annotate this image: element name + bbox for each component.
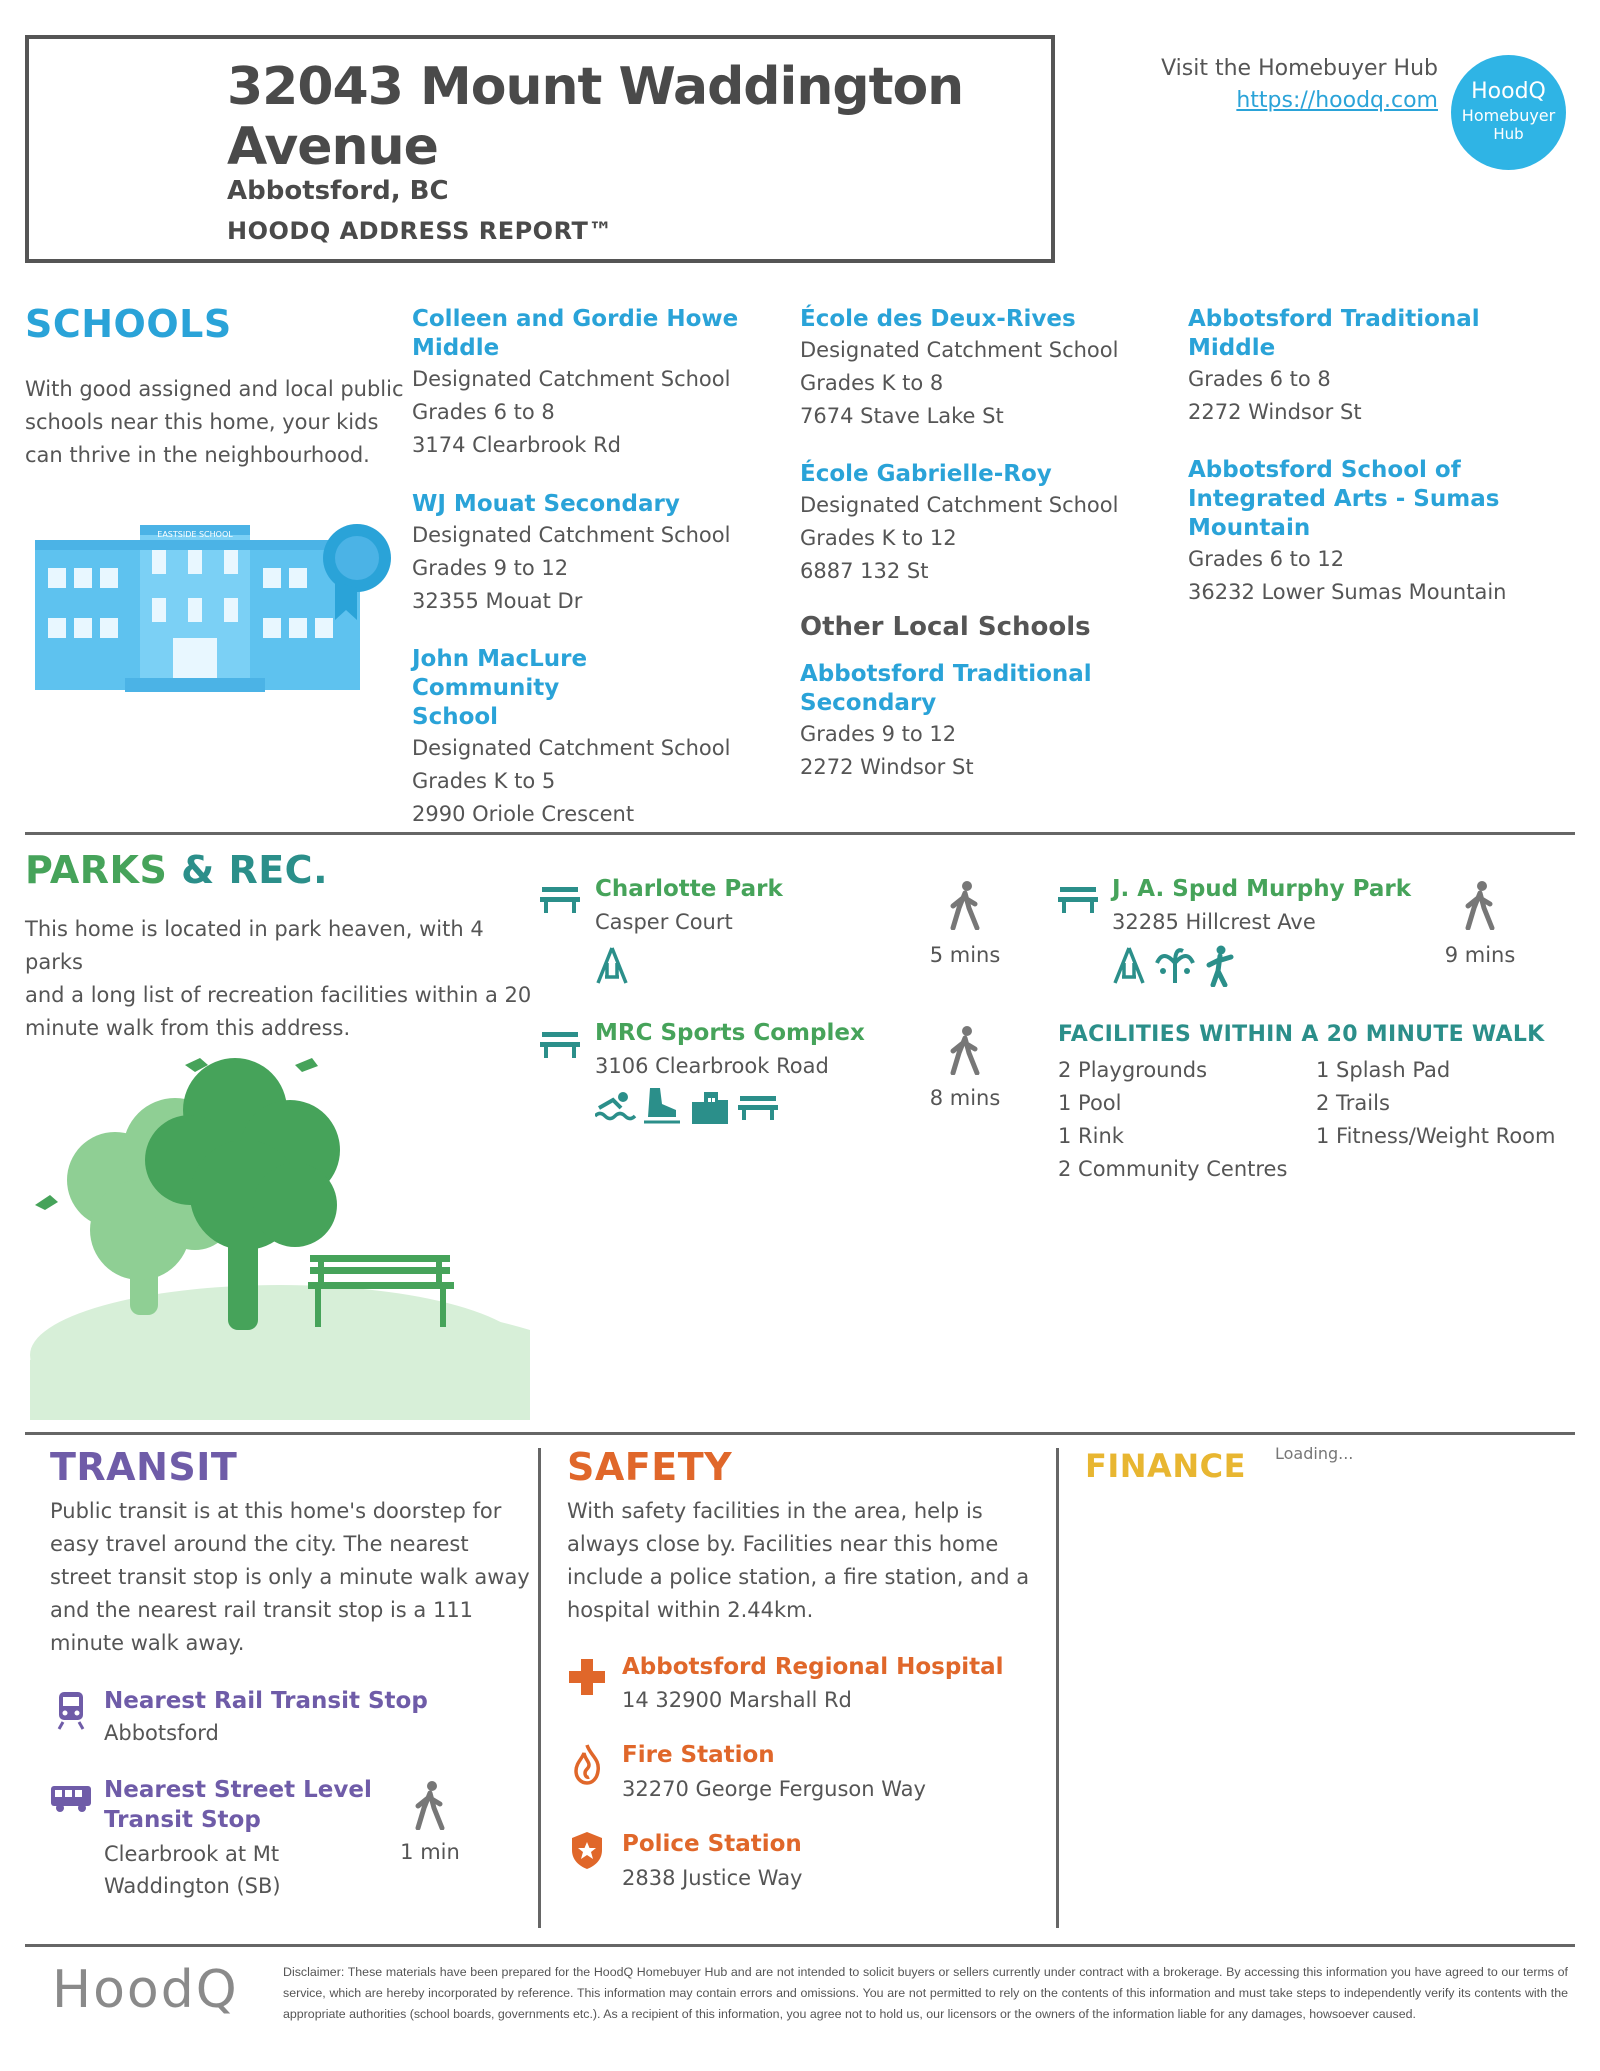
address-city: Abbotsford, BC: [227, 176, 449, 206]
facilities-title: FACILITIES WITHIN A 20 MINUTE WALK: [1058, 1022, 1545, 1047]
walk-time-spud-murphy: 9 mins: [1444, 943, 1516, 967]
divider-safety-finance: [1056, 1448, 1059, 1928]
pool-icon: [595, 1090, 637, 1124]
divider-footer: [25, 1944, 1575, 1947]
fire-icon: [572, 1743, 602, 1785]
school-ecole-gabrielle-roy: École Gabrielle-Roy Designated Catchment School Grades K to 12 6887 132 St: [800, 461, 1119, 583]
playground-icon: [595, 945, 629, 985]
safety-intro: With safety facilities in the area, help is always close by. Facilities near this home include a police station, a fire station, and a hospital within 2.44km.: [567, 1499, 1030, 1622]
schools-title: SCHOOLS: [25, 302, 232, 346]
facilities-list-left: [1058, 1054, 1287, 1186]
park-bench-icon: [540, 1030, 580, 1060]
splash-pad-icon: [1155, 945, 1195, 985]
report-label: HOODQ ADDRESS REPORT™: [227, 217, 613, 245]
walking-person-icon: [945, 880, 985, 930]
finance-loading-status: Loading...: [1275, 1444, 1354, 1463]
park-address-mrc-sports: 3106 Clearbrook Road: [595, 1054, 829, 1078]
footer-disclaimer: Disclaimer: These materials have been prepared for the HoodQ Homebuyer Hub and are not intended to solicit buyers or sellers currently under contract with a brokerage. By accessing this information you have agreed to our terms of service, which are hereby incorporated by reference. This information may contain errors and omissions. You are not permitted to rely on the contents of this information and must take steps to independently verify its contents with the appropriate authorities (school boards, governments etc.). As a recipient of this information, you agree not to hold us, our licensors or the owners of the information liable for any damages, howsoever caused.: [283, 1965, 1568, 2021]
school-abbotsford-traditional-secondary: Abbotsford Traditional Secondary Grades 9 to 12 2272 Windsor St: [800, 661, 1092, 779]
school-sign-label: EASTSIDE SCHOOL: [157, 530, 233, 539]
address-title: 32043 Mount Waddington Avenue: [227, 57, 964, 177]
hospital-cross-icon: [567, 1657, 607, 1697]
divider-parks-bottom: [25, 1432, 1575, 1435]
bench-icon: [738, 1094, 778, 1122]
facility-item: 2 Playgrounds: [1058, 1058, 1208, 1082]
finance-title: FINANCE: [1085, 1447, 1246, 1485]
divider-schools-parks: [25, 832, 1575, 835]
school-john-maclure: John MacLure Community School Designated Catchment School Grades K to 5 2990 Oriole Crescent: [412, 646, 731, 826]
walk-time-street-stop: 1 min: [400, 1840, 460, 1864]
hub-logo[interactable]: HoodQ Homebuyer Hub: [1451, 55, 1566, 170]
street-stop-value: Clearbrook at Mt Waddington (SB): [104, 1842, 281, 1898]
park-bench-icon: [540, 885, 580, 915]
school-building-illustration: [30, 510, 400, 695]
street-stop-label: Nearest Street Level Transit Stop: [104, 1777, 372, 1833]
park-illustration: [30, 1030, 540, 1420]
rink-icon: [642, 1086, 682, 1126]
playground-icon: [1112, 945, 1146, 985]
facility-item: 1 Splash Pad: [1316, 1058, 1451, 1082]
school-abbotsford-integrated-arts: Abbotsford School of Integrated Arts - Sumas Mountain Grades 6 to 12 36232 Lower Sumas Mountain: [1188, 457, 1507, 604]
walk-time-mrc-sports: 8 mins: [929, 1086, 1001, 1110]
fire-station-name: Fire Station: [622, 1742, 775, 1768]
community-centre-icon: [690, 1088, 730, 1126]
police-station-name: Police Station: [622, 1831, 802, 1857]
transit-intro: Public transit is at this home's doorstep for easy travel around the city. The nearest street transit stop is only a minute walk away and the nearest rail transit stop is a 111 minute walk away.: [50, 1499, 530, 1655]
fitness-icon: [1205, 945, 1235, 987]
train-icon: [57, 1690, 85, 1730]
facility-item: 1 Pool: [1058, 1091, 1122, 1115]
park-address-spud-murphy: 32285 Hillcrest Ave: [1112, 910, 1316, 934]
rail-stop-value: Abbotsford: [104, 1721, 219, 1745]
walk-time-charlotte: 5 mins: [929, 943, 1001, 967]
school-wj-mouat: WJ Mouat Secondary Designated Catchment School Grades 9 to 12 32355 Mouat Dr: [412, 491, 731, 613]
school-ecole-deux-rives: École des Deux-Rives Designated Catchment School Grades K to 8 7674 Stave Lake St: [800, 306, 1119, 428]
transit-title: TRANSIT: [50, 1445, 238, 1489]
fire-station-address: 32270 George Ferguson Way: [622, 1777, 926, 1801]
park-bench-icon: [1058, 885, 1098, 915]
park-name-mrc-sports: MRC Sports Complex: [595, 1020, 865, 1046]
facility-item: 1 Fitness/Weight Room: [1316, 1124, 1556, 1148]
school-abbotsford-traditional-middle: Abbotsford Traditional Middle Grades 6 to 8 2272 Windsor St: [1188, 306, 1480, 424]
facility-item: 2 Community Centres: [1058, 1157, 1288, 1181]
divider-transit-safety: [538, 1448, 541, 1928]
facility-item: 1 Rink: [1058, 1124, 1124, 1148]
school-colleen-gordie-howe: Colleen and Gordie Howe Middle Designated Catchment School Grades 6 to 8 3174 Clearbrook Rd: [412, 306, 739, 457]
walking-person-icon: [945, 1025, 985, 1075]
hub-link[interactable]: https://hoodq.com: [1236, 88, 1438, 113]
safety-title: SAFETY: [567, 1445, 733, 1489]
police-station-address: 2838 Justice Way: [622, 1866, 803, 1890]
parks-title: PARKS & REC.: [25, 848, 328, 892]
park-name-charlotte: Charlotte Park: [595, 876, 783, 902]
facilities-list-right: [1316, 1054, 1555, 1153]
address-header-box: [25, 35, 1055, 263]
hospital-name: Abbotsford Regional Hospital: [622, 1654, 1004, 1680]
park-address-charlotte: Casper Court: [595, 910, 733, 934]
hub-text: Visit the Homebuyer Hub: [1161, 56, 1438, 81]
other-schools-title: Other Local Schools: [800, 612, 1091, 642]
police-badge-icon: [570, 1830, 604, 1870]
schools-intro: With good assigned and local public schools near this home, your kids can thrive in the neighbourhood.: [25, 377, 404, 467]
footer-logo: HoodQ: [52, 1960, 239, 2020]
parks-intro: This home is located in park heaven, with 4 parks and a long list of recreation facilities within a 20 minute walk from this address.: [25, 917, 532, 1040]
rail-stop-label: Nearest Rail Transit Stop: [104, 1688, 428, 1714]
park-name-spud-murphy: J. A. Spud Murphy Park: [1112, 876, 1411, 902]
hospital-address: 14 32900 Marshall Rd: [622, 1688, 852, 1712]
bus-icon: [50, 1783, 92, 1813]
walking-person-icon: [410, 1780, 450, 1830]
walking-person-icon: [1460, 880, 1500, 930]
facility-item: 2 Trails: [1316, 1091, 1390, 1115]
